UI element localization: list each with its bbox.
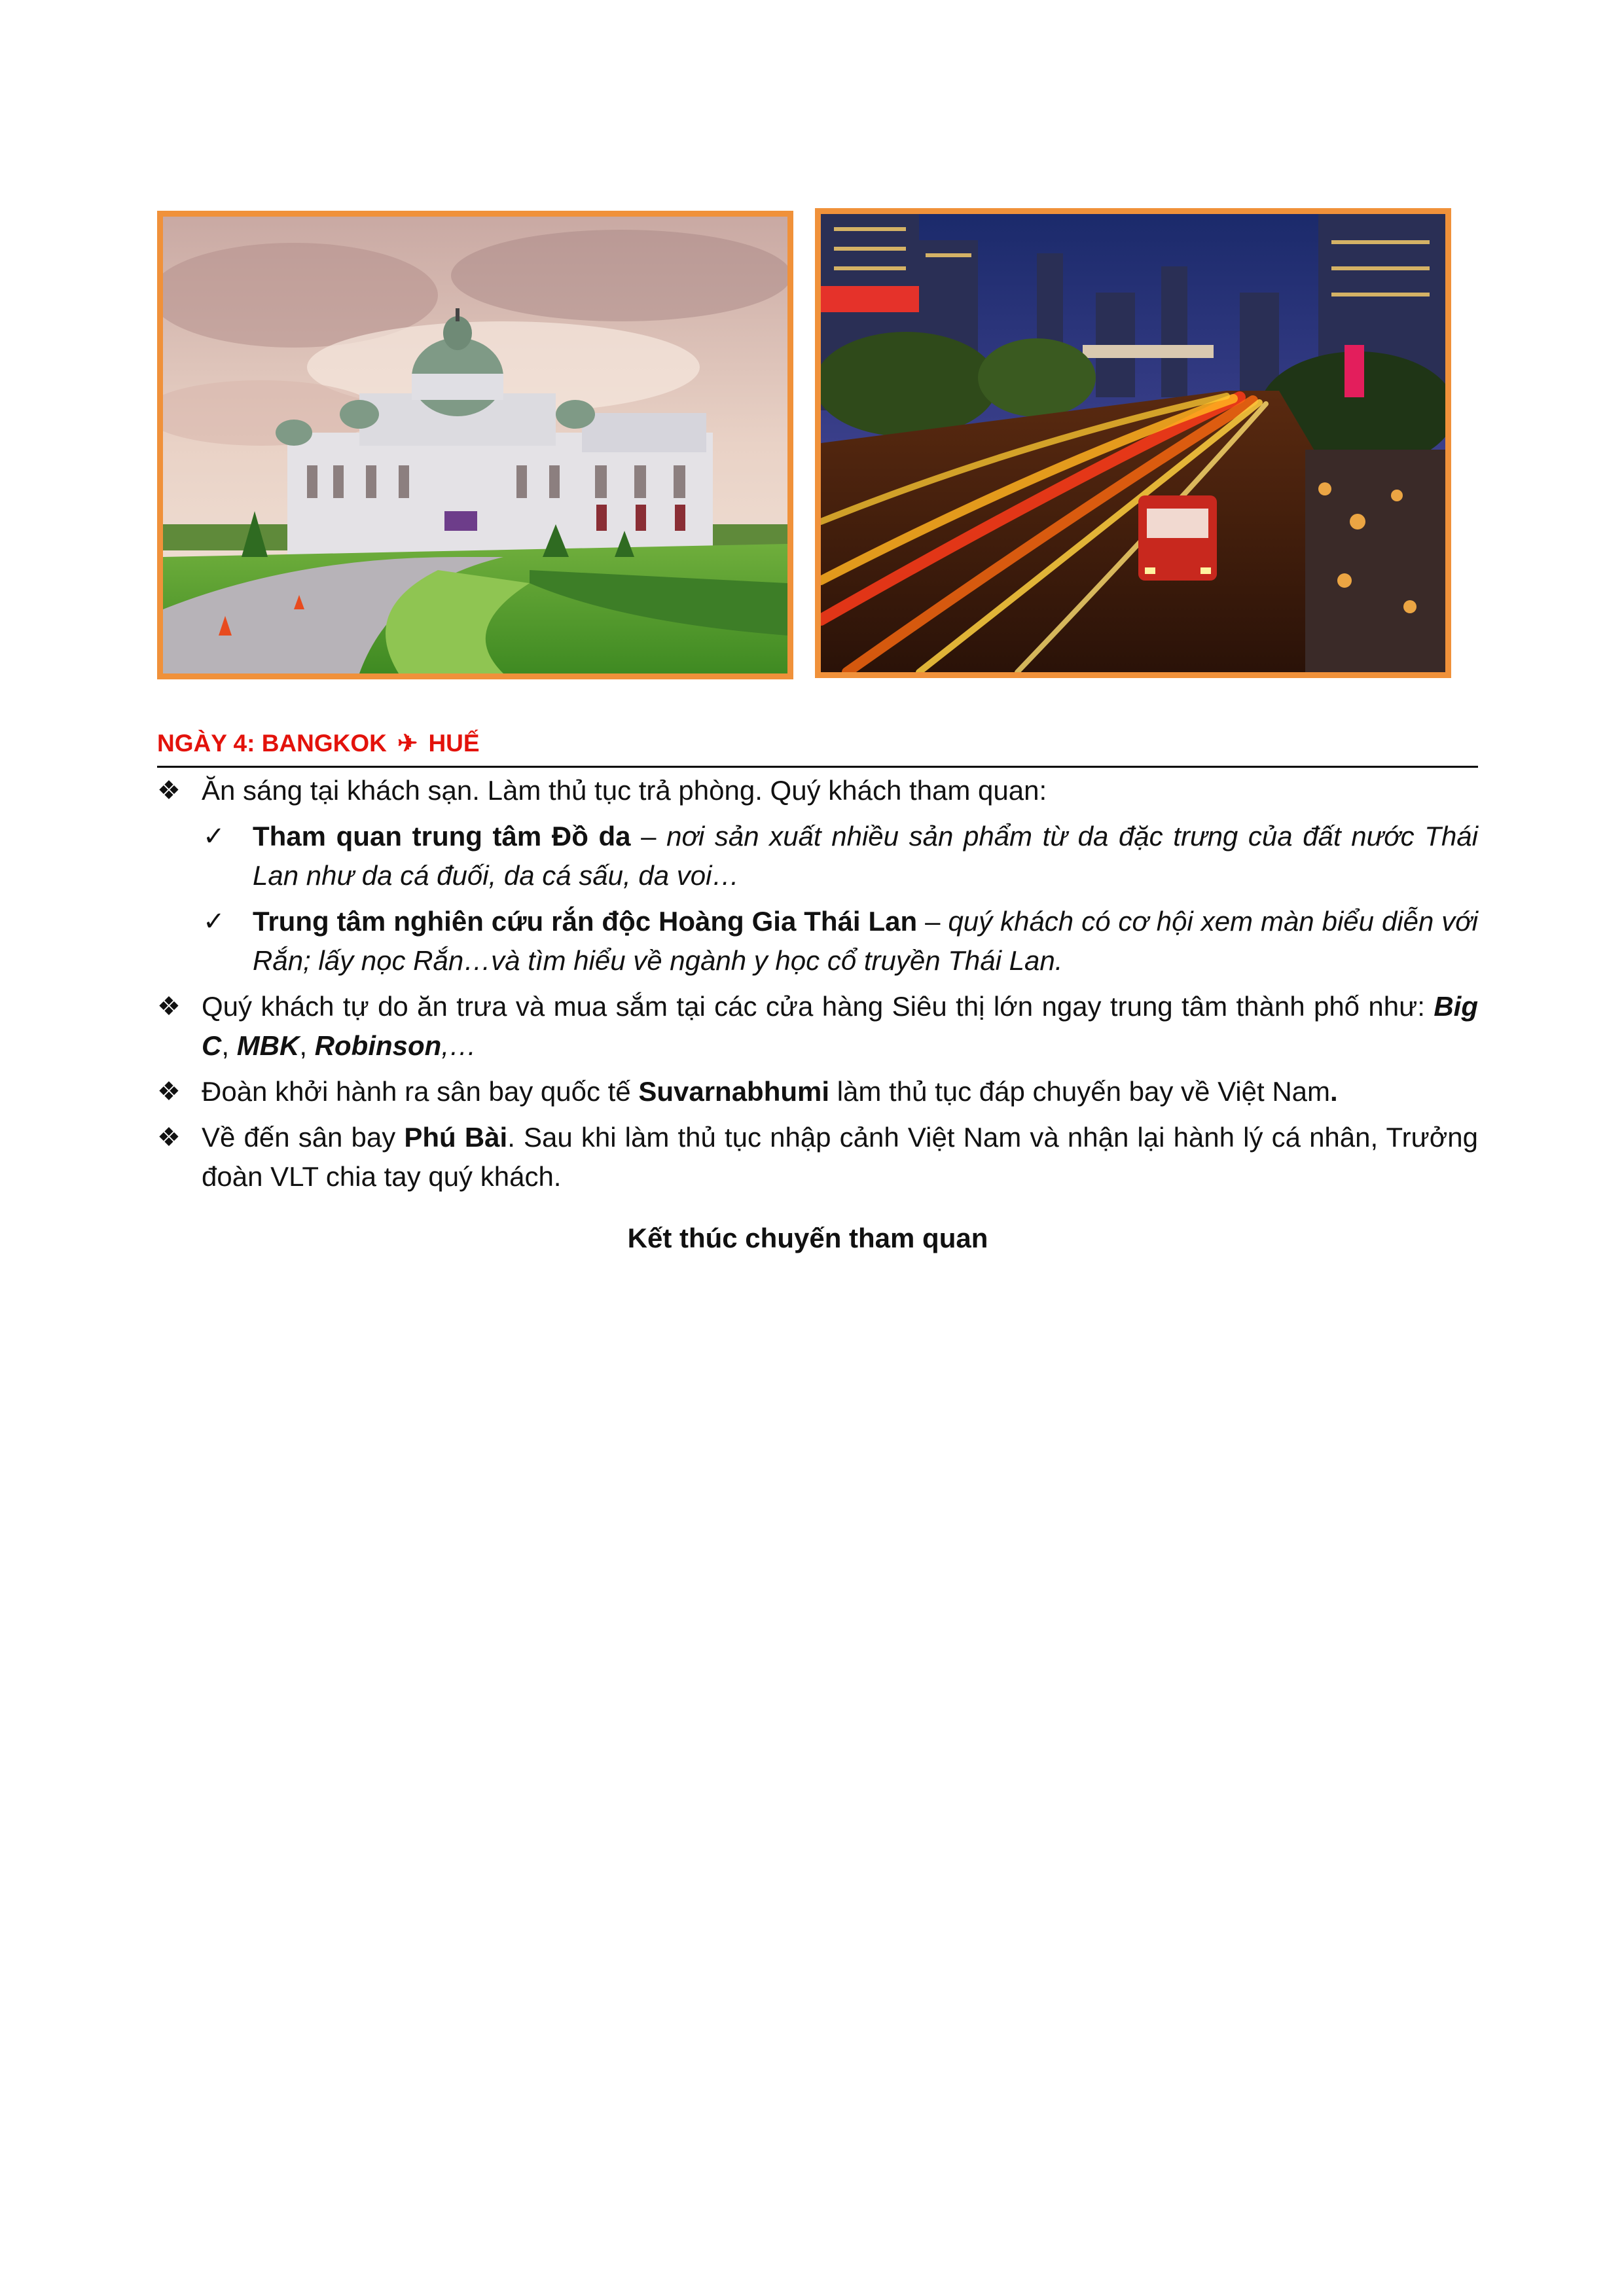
palace-photo xyxy=(157,211,793,679)
store-sep-2: , xyxy=(299,1030,315,1061)
arrival-pre-text: Về đến sân bay xyxy=(202,1122,405,1153)
airport-dot: . xyxy=(1330,1076,1338,1107)
arrival-airport-name: Phú Bài xyxy=(404,1122,508,1153)
airport-post-text: làm thủ tục đáp chuyến bay về Việt Nam xyxy=(829,1076,1331,1107)
list-item-snake-center xyxy=(157,902,1478,980)
check-bullet-icon: ✓ xyxy=(203,907,225,936)
closing-text: Kết thúc chuyến tham quan xyxy=(627,1223,988,1253)
list-item-airport-departure xyxy=(157,1072,1478,1111)
snake-description: quý khách có cơ hội xem màn biểu diễn với Rắn; lấy nọc Rắn…và tìm hiểu về ngành y học cổ truyền Thái Lan. xyxy=(253,906,1479,976)
leather-dash: – xyxy=(630,821,667,852)
diamond-bullet-icon: ❖ xyxy=(157,1123,181,1152)
list-item-arrival xyxy=(157,1118,1478,1196)
day-heading xyxy=(157,728,1478,768)
arrival-post-text: . Sau khi làm thủ tục nhập cảnh Việt Nam và nhận lại hành lý cá nhân, Trưởng đoàn VLT chia tay quý khách. xyxy=(202,1122,1478,1192)
airport-pre-text: Đoàn khởi hành ra sân bay quốc tế xyxy=(202,1076,639,1107)
store-sep-1: , xyxy=(221,1030,237,1061)
leather-title: Tham quan trung tâm Đồ da xyxy=(253,821,631,852)
itinerary-content xyxy=(157,771,1478,1258)
snake-dash: – xyxy=(917,906,948,937)
diamond-bullet-icon: ❖ xyxy=(157,992,181,1021)
palace-photo-image xyxy=(163,217,787,673)
list-item-leather-center xyxy=(157,817,1478,895)
store-bigc: Big C xyxy=(202,991,1478,1061)
heading-suffix: HUẾ xyxy=(428,730,480,757)
heading-prefix: NGÀY 4: BANGKOK xyxy=(157,730,387,757)
airplane-icon: ✈ xyxy=(397,730,418,757)
airport-name: Suvarnabhumi xyxy=(638,1076,830,1107)
list-item-breakfast xyxy=(157,771,1478,810)
shopping-text: Quý khách tự do ăn trưa và mua sắm tại các cửa hàng Siêu thị lớn ngay trung tâm thành phố như: xyxy=(202,991,1434,1022)
street-photo-image xyxy=(821,214,1445,672)
check-bullet-icon: ✓ xyxy=(203,822,225,851)
breakfast-text: Ăn sáng tại khách sạn. Làm thủ tục trả phòng. Quý khách tham quan: xyxy=(202,775,1047,806)
diamond-bullet-icon: ❖ xyxy=(157,776,181,805)
store-mbk: MBK xyxy=(236,1030,300,1061)
store-robinson: Robinson xyxy=(314,1030,442,1061)
leather-description: nơi sản xuất nhiều sản phẩm từ da đặc trưng của đất nước Thái Lan như da cá đuối, da cá sấu, da voi… xyxy=(253,821,1478,891)
bangkok-night-street-photo xyxy=(815,208,1451,678)
list-item-shopping xyxy=(157,987,1478,1066)
snake-title: Trung tâm nghiên cứu rắn độc Hoàng Gia Thái Lan xyxy=(253,906,918,937)
diamond-bullet-icon: ❖ xyxy=(157,1077,181,1106)
shopping-end: ,… xyxy=(441,1030,477,1061)
